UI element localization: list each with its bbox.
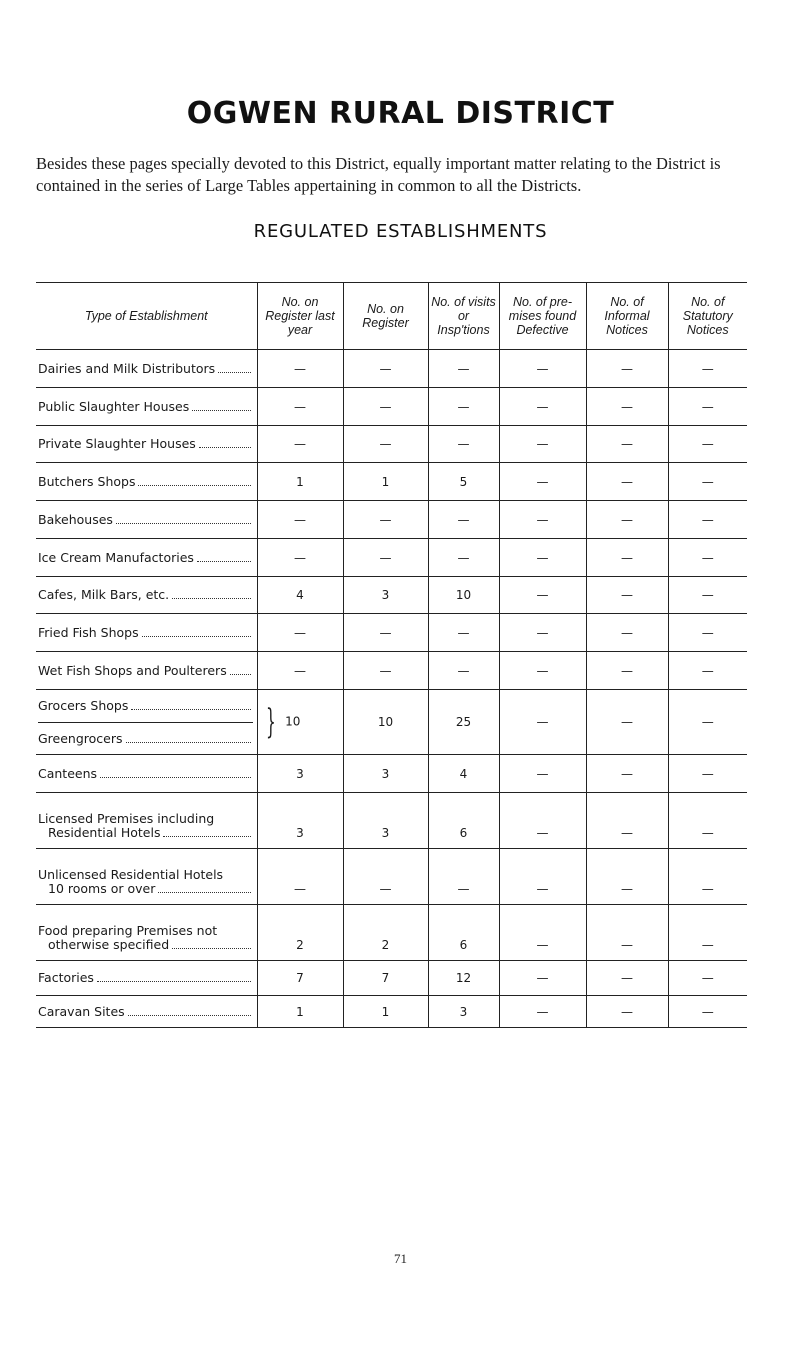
- cell-visits: —: [428, 388, 499, 426]
- cell-statutory: —: [668, 426, 747, 463]
- cell-reg-last-year: 3: [257, 755, 343, 793]
- cell-register: 2: [343, 905, 428, 961]
- table-row: [36, 463, 747, 501]
- brace-icon: }: [265, 702, 276, 742]
- table-header-row: [36, 283, 747, 350]
- table-row: [36, 905, 747, 961]
- cell-visits: 25: [428, 690, 499, 755]
- cell-visits: —: [428, 652, 499, 690]
- cell-visits: 5: [428, 463, 499, 501]
- table-row: [36, 501, 747, 539]
- cell-register: —: [343, 388, 428, 426]
- cell-defective: —: [499, 652, 586, 690]
- cell-defective: —: [499, 905, 586, 961]
- cell-informal: —: [586, 577, 668, 614]
- cell-informal: —: [586, 539, 668, 577]
- establishments-table: [36, 282, 747, 1028]
- cell-statutory: —: [668, 793, 747, 849]
- row-label: [36, 652, 257, 690]
- table-row: [36, 793, 747, 849]
- row-name: Ice Cream Manufactories: [38, 549, 194, 565]
- row-label: [36, 539, 257, 577]
- cell-informal: —: [586, 652, 668, 690]
- cell-informal: —: [586, 501, 668, 539]
- row-name: Caravan Sites: [38, 1003, 125, 1019]
- cell-defective: —: [499, 961, 586, 996]
- cell-reg-last-year: [257, 690, 343, 755]
- cell-visits: —: [428, 849, 499, 905]
- header-defective: No. of pre-mises found Defective: [499, 283, 586, 350]
- row-label: [36, 996, 257, 1028]
- cell-reg-last-year: 3: [257, 793, 343, 849]
- cell-informal: —: [586, 905, 668, 961]
- cell-statutory: —: [668, 755, 747, 793]
- cell-reg-last-year: —: [257, 388, 343, 426]
- cell-reg-last-year: —: [257, 614, 343, 652]
- row-name-2: Residential Hotels: [48, 825, 161, 840]
- cell-visits: 3: [428, 996, 499, 1028]
- cell-visits: 6: [428, 905, 499, 961]
- row-name-2: Greengrocers: [38, 730, 123, 746]
- intro-paragraph: Besides these pages specially devoted to this District, equally important matter relating to the District is contained in the series of Large Tables appertaining in common to all the Districts.: [36, 154, 721, 195]
- cell-reg-last-year: 4: [257, 577, 343, 614]
- cell-visits: 6: [428, 793, 499, 849]
- cell-defective: —: [499, 426, 586, 463]
- cell-statutory: —: [668, 849, 747, 905]
- row-name: Butchers Shops: [38, 473, 136, 489]
- cell-register: 3: [343, 793, 428, 849]
- cell-register: 3: [343, 577, 428, 614]
- cell-statutory: —: [668, 996, 747, 1028]
- cell-reg-last-year: —: [257, 652, 343, 690]
- row-label: [36, 388, 257, 426]
- cell-visits: 12: [428, 961, 499, 996]
- page-number: 71: [394, 1251, 407, 1266]
- cell-reg-last-year: 1: [257, 463, 343, 501]
- cell-register: 10: [343, 690, 428, 755]
- cell-informal: —: [586, 426, 668, 463]
- cell-defective: —: [499, 388, 586, 426]
- cell-register: 1: [343, 996, 428, 1028]
- row-name: Bakehouses: [38, 511, 113, 527]
- row-name: Food preparing Premises not: [38, 923, 218, 938]
- row-name-2: 10 rooms or over: [48, 881, 156, 896]
- cell-statutory: —: [668, 652, 747, 690]
- cell-informal: —: [586, 961, 668, 996]
- table-row: [36, 755, 747, 793]
- cell-register: —: [343, 614, 428, 652]
- page-heading: OGWEN RURAL DISTRICT: [186, 96, 615, 131]
- row-label: [36, 463, 257, 501]
- cell-defective: —: [499, 996, 586, 1028]
- row-name: Factories: [38, 970, 94, 985]
- table-row: [36, 996, 747, 1028]
- cell-statutory: —: [668, 905, 747, 961]
- header-informal: No. of Informal Notices: [586, 283, 668, 350]
- table-row: [36, 961, 747, 996]
- cell-visits: —: [428, 501, 499, 539]
- cell-informal: —: [586, 793, 668, 849]
- cell-register: 1: [343, 463, 428, 501]
- cell-value: 10: [285, 714, 301, 729]
- header-statutory: No. of Statutory Notices: [668, 283, 747, 350]
- cell-informal: —: [586, 755, 668, 793]
- establishments-table-wrapper: [36, 282, 747, 1028]
- cell-visits: 4: [428, 755, 499, 793]
- cell-informal: —: [586, 463, 668, 501]
- cell-statutory: —: [668, 614, 747, 652]
- cell-informal: —: [586, 849, 668, 905]
- cell-register: 7: [343, 961, 428, 996]
- header-reg-last-year: No. on Register last year: [257, 283, 343, 350]
- cell-visits: 10: [428, 577, 499, 614]
- cell-defective: —: [499, 793, 586, 849]
- cell-reg-last-year: —: [257, 350, 343, 388]
- cell-reg-last-year: 7: [257, 961, 343, 996]
- row-label: [36, 961, 257, 996]
- cell-register: —: [343, 849, 428, 905]
- row-label: [36, 614, 257, 652]
- table-row: [36, 614, 747, 652]
- row-name: Fried Fish Shops: [38, 624, 139, 640]
- row-name: Public Slaughter Houses: [38, 398, 190, 414]
- row-name: Dairies and Milk Distributors: [38, 360, 216, 376]
- header-visits: No. of visits or Insp'tions: [428, 283, 499, 350]
- table-row: [36, 388, 747, 426]
- header-register: No. on Register: [343, 283, 428, 350]
- cell-defective: —: [499, 614, 586, 652]
- row-label: [36, 905, 257, 961]
- cell-register: —: [343, 501, 428, 539]
- cell-visits: —: [428, 539, 499, 577]
- cell-defective: —: [499, 463, 586, 501]
- cell-statutory: —: [668, 690, 747, 755]
- cell-register: —: [343, 426, 428, 463]
- cell-defective: —: [499, 577, 586, 614]
- row-name: Wet Fish Shops and Poulterers: [38, 662, 227, 678]
- section-title: REGULATED ESTABLISHMENTS: [253, 221, 548, 242]
- table-row: [36, 350, 747, 388]
- cell-defective: —: [499, 539, 586, 577]
- row-label: [36, 426, 257, 463]
- cell-informal: —: [586, 690, 668, 755]
- row-name: Grocers Shops: [38, 697, 129, 713]
- row-name: Unlicensed Residential Hotels: [38, 867, 224, 882]
- table-body: [36, 350, 747, 1028]
- row-name: Private Slaughter Houses: [38, 436, 196, 451]
- cell-register: —: [343, 350, 428, 388]
- row-name-2: otherwise specified: [48, 937, 170, 952]
- header-type: Type of Establishment: [84, 309, 208, 323]
- cell-defective: —: [499, 350, 586, 388]
- cell-defective: —: [499, 849, 586, 905]
- row-name: Canteens: [38, 765, 98, 781]
- cell-informal: —: [586, 996, 668, 1028]
- table-row: [36, 426, 747, 463]
- cell-statutory: —: [668, 961, 747, 996]
- cell-reg-last-year: —: [257, 501, 343, 539]
- cell-statutory: —: [668, 350, 747, 388]
- cell-visits: —: [428, 426, 499, 463]
- table-row: [36, 849, 747, 905]
- cell-defective: —: [499, 690, 586, 755]
- row-name: Cafes, Milk Bars, etc.: [38, 587, 170, 602]
- table-row: [36, 577, 747, 614]
- row-label: [36, 755, 257, 793]
- cell-defective: —: [499, 501, 586, 539]
- cell-register: 3: [343, 755, 428, 793]
- row-label: [36, 577, 257, 614]
- cell-register: —: [343, 652, 428, 690]
- cell-informal: —: [586, 614, 668, 652]
- cell-reg-last-year: 1: [257, 996, 343, 1028]
- cell-statutory: —: [668, 577, 747, 614]
- row-name: Licensed Premises including: [38, 811, 215, 826]
- cell-statutory: —: [668, 501, 747, 539]
- row-label: [36, 793, 257, 849]
- cell-visits: —: [428, 350, 499, 388]
- table-row: [36, 539, 747, 577]
- cell-informal: —: [586, 388, 668, 426]
- cell-reg-last-year: —: [257, 539, 343, 577]
- cell-reg-last-year: 2: [257, 905, 343, 961]
- cell-statutory: —: [668, 463, 747, 501]
- table-row: [36, 652, 747, 690]
- cell-defective: —: [499, 755, 586, 793]
- row-label: [36, 501, 257, 539]
- row-label: [36, 690, 257, 755]
- cell-reg-last-year: —: [257, 426, 343, 463]
- cell-reg-last-year: —: [257, 849, 343, 905]
- table-row: [36, 690, 747, 755]
- row-label: [36, 350, 257, 388]
- cell-statutory: —: [668, 539, 747, 577]
- cell-visits: —: [428, 614, 499, 652]
- cell-informal: —: [586, 350, 668, 388]
- cell-register: —: [343, 539, 428, 577]
- cell-statutory: —: [668, 388, 747, 426]
- row-label: [36, 849, 257, 905]
